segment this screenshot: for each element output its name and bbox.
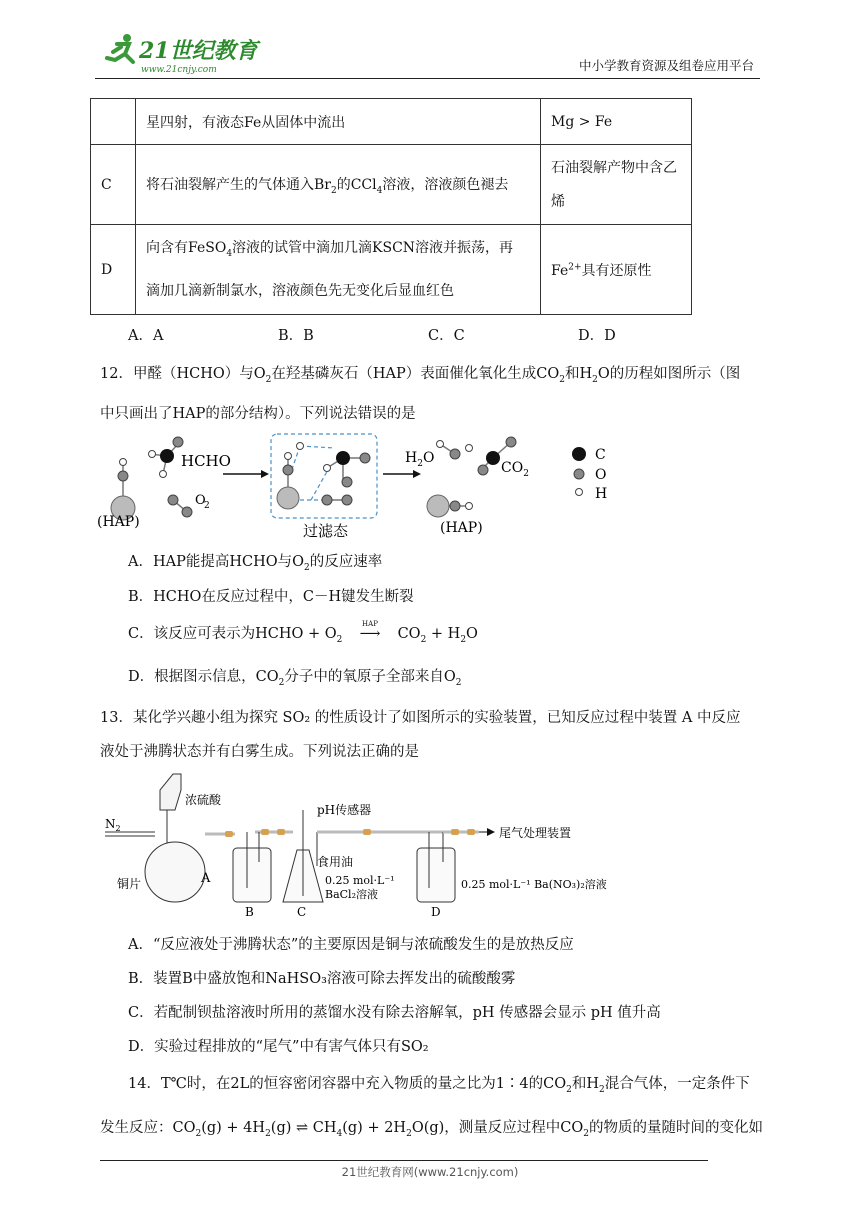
table-row — [91, 225, 692, 315]
conclusion-cell: 石油裂解产物中含乙 烯 — [541, 145, 692, 225]
table-row — [91, 99, 692, 145]
footer-divider — [100, 1160, 708, 1161]
q12-reaction-diagram — [95, 428, 635, 540]
svg-text:H: H — [595, 486, 608, 502]
n2-label: $N_2$ — [105, 817, 121, 833]
runner-icon — [107, 34, 133, 62]
flask-a-label: A — [201, 871, 211, 886]
experiment-cell: 星四射，有液态Fe从固体中流出 — [136, 99, 541, 145]
q13-stem-line1: 13．某化学兴趣小组为探究 SO₂ 的性质设计了如图所示的实验装置，已知反应过程中装置 A 中反应 — [100, 710, 741, 726]
platform-name: 中小学教育资源及组卷应用平台 — [578, 58, 754, 73]
tail-gas-label: 尾气处理装置 — [499, 826, 572, 840]
svg-text:2: 2 — [204, 501, 210, 511]
row-label: C — [91, 145, 136, 225]
q12-option-a[interactable]: A．HAP能提高HCHO与$O_2$的反应速率 — [128, 554, 383, 573]
q13-apparatus-diagram — [95, 770, 655, 920]
q13-stem-line2: 液处于沸腾状态并有白雾生成。下列说法正确的是 — [100, 744, 419, 760]
page-footer: 21世纪教育网(www.21cnjy.com) — [341, 1165, 519, 1179]
oil-label: 食用油 — [317, 855, 354, 869]
q13-option-b[interactable]: B．装置B中盛放饱和NaHSO₃溶液可除去挥发出的硫酸酸雾 — [128, 971, 516, 987]
page-header — [95, 30, 760, 79]
bacl2-label: BaCl₂溶液 — [325, 888, 378, 901]
arrow-icon — [479, 828, 495, 836]
choice-c[interactable]: C．C — [428, 328, 465, 344]
row-label — [91, 99, 136, 145]
experiment-cell: 将石油裂解产生的气体通入$Br_2$的CCl$_4$溶液，溶液颜色褪去 — [136, 145, 541, 225]
co2-label: $CO_2$ — [501, 460, 529, 479]
table-row — [91, 145, 692, 225]
bottle-d-label: D — [431, 905, 441, 919]
o2-label: O — [195, 493, 206, 508]
molecule-hap-right — [427, 495, 473, 517]
q13-option-a[interactable]: A．“反应液处于沸腾状态”的主要原因是铜与浓硫酸发生的是放热反应 — [128, 937, 574, 953]
q12-option-b[interactable]: B．HCHO在反应过程中，C－H键发生断裂 — [128, 589, 414, 605]
q14-stem-line1: 14．T℃时，在2L的恒容密闭容器中充入物质的量之比为1∶4的$CO_2$和$H_2$混合气体，一定条件下 — [128, 1076, 750, 1095]
acid-label: 浓硫酸 — [185, 793, 222, 807]
bacl2-concentration: 0.25 mol·L⁻¹ — [325, 874, 395, 887]
hcho-label: HCHO — [181, 452, 231, 470]
conclusion-cell: $Fe^{2+}$具有还原性 — [541, 225, 692, 315]
q12-option-c[interactable]: C．该反应可表示为HCHO + $O_2$ HAP ⟶ $CO_2 + H_2O$ — [128, 620, 478, 645]
q12-stem-line1: 12．甲醛（HCHO）与$O_2$在羟基磷灰石（HAP）表面催化氧化生成$CO_2$和$H_2O$的历程如图所示（图 — [100, 366, 741, 385]
q13-option-d[interactable]: D．实验过程排放的“尾气”中有害气体只有SO₂ — [128, 1039, 429, 1055]
svg-text:C: C — [595, 447, 606, 463]
site-logo — [95, 30, 265, 76]
hap-label-left: (HAP) — [97, 514, 140, 530]
flask-c-label: C — [297, 905, 307, 919]
q14-stem-line2: 发生反应：$CO_2(g) + 4H_2(g)$ ⇌ $CH_4(g) + 2H_2O(g)$，测量反应过程中$CO_2$的物质的量随时间的变化如 — [100, 1120, 764, 1139]
transition-state — [277, 443, 370, 510]
hap-label-right: (HAP) — [440, 520, 483, 536]
copper-label: 铜片 — [117, 877, 142, 891]
bano3-label: 0.25 mol·L⁻¹ Ba(NO₃)₂溶液 — [461, 878, 607, 891]
q13-option-c[interactable]: C．若配制钡盐溶液时所用的蒸馏水没有除去溶解氧，pH 传感器会显示 pH 值升高 — [128, 1005, 661, 1021]
choice-a[interactable]: A．A — [128, 328, 164, 344]
conclusion-cell: Mg > Fe — [541, 99, 692, 145]
logo-url: www.21cnjy.com — [141, 65, 217, 75]
q11-choices — [128, 324, 728, 345]
molecule-hcho — [149, 437, 184, 478]
choice-d[interactable]: D．D — [578, 328, 616, 344]
ph-sensor-label: pH传感器 — [317, 803, 372, 817]
bottle-b-label: B — [245, 905, 254, 919]
row-label: D — [91, 225, 136, 315]
choice-b[interactable]: B．B — [278, 328, 314, 344]
logo-text: 21世纪教育 — [139, 38, 258, 64]
legend — [572, 447, 607, 502]
q12-option-d[interactable]: D．根据图示信息，$CO_2$分子中的氧原子全部来自$O_2$ — [128, 669, 462, 688]
h2o-label: $H_2O$ — [405, 450, 435, 469]
transition-state-label: 过滤态 — [303, 522, 349, 540]
q12-stem-line2: 中只画出了HAP的部分结构）。下列说法错误的是 — [100, 406, 416, 422]
reaction-arrow — [223, 470, 269, 478]
question-11-table — [90, 98, 692, 315]
svg-text:O: O — [595, 467, 607, 483]
reaction-arrow — [383, 470, 421, 478]
molecule-h2o — [437, 441, 473, 460]
experiment-cell: 向含有FeSO$_4$溶液的试管中滴加几滴KSCN溶液并振荡，再 滴加几滴新制氯水，溶液颜色先无变化后显血红色 — [136, 225, 541, 315]
